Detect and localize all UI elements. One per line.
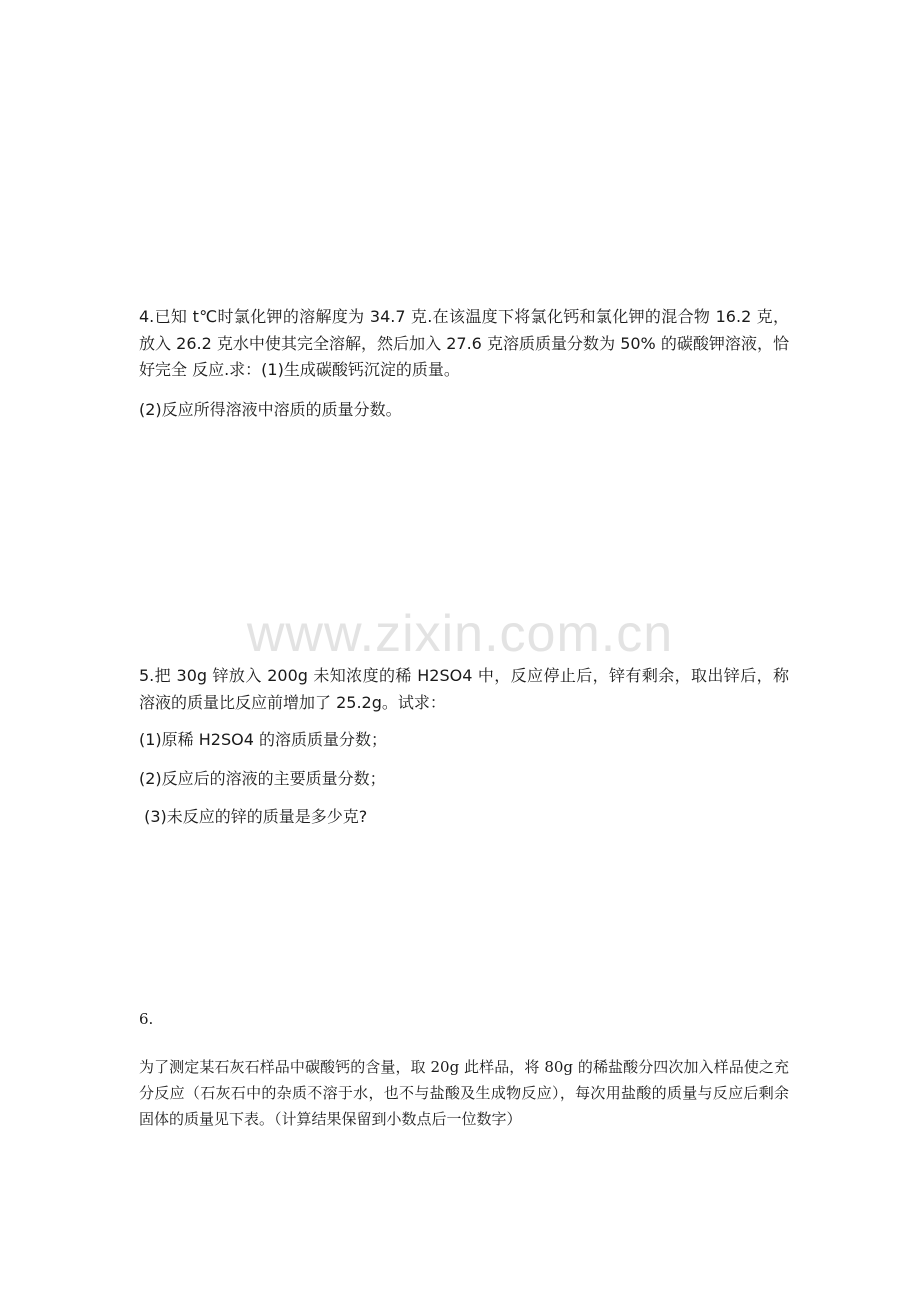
question-5-part-1: (1)原稀 H2SO4 的溶质质量分数；	[139, 730, 387, 749]
question-4-text: 4.已知 t℃时氯化钾的溶解度为 34.7 克.在该温度下将氯化钙和氯化钾的混合物 16.2 克，放入 26.2 克水中使其完全溶解，然后加入 27.6 克溶质质量分数为 50% 的碳酸钾溶液，恰好完全 反应.求：(1)生成碳酸钙沉淀的质量。	[139, 307, 789, 379]
question-5-part-2: (2)反应后的溶液的主要质量分数；	[139, 769, 386, 788]
question-6-number: 6.	[139, 1010, 154, 1028]
watermark: www.zixin.com.cn	[246, 605, 674, 663]
question-5-part-3: (3)未反应的锌的质量是多少克?	[139, 807, 368, 826]
question-6-text: 为了测定某石灰石样品中碳酸钙的含量，取 20g 此样品，将 80g 的稀盐酸分四次加入样品使之充分反应（石灰石中的杂质不溶于水，也不与盐酸及生成物反应），每次用盐酸的质量与反应后剩余固体的质量见下表。（计算结果保留到小数点后一位数字）	[139, 1058, 789, 1128]
question-4-part-2: (2)反应所得溶液中溶质的质量分数。	[139, 400, 402, 419]
question-5-text: 5.把 30g 锌放入 200g 未知浓度的稀 H2SO4 中，反应停止后，锌有剩余，取出锌后，称溶液的质量比反应前增加了 25.2g。试求：	[139, 666, 789, 712]
